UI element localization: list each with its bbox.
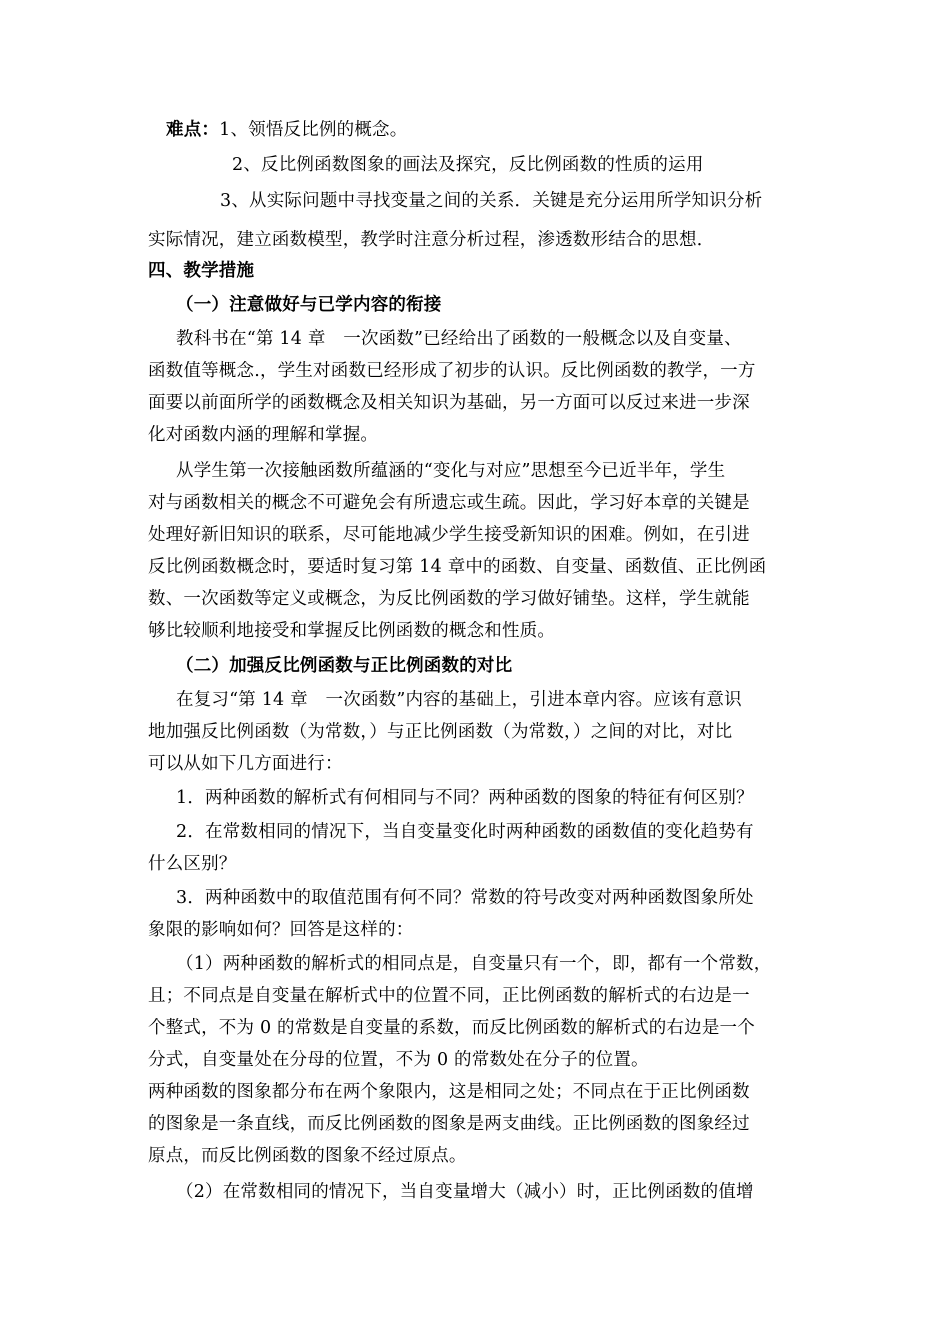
answer-1-line: （1）两种函数的解析式的相同点是，自变量只有一个，即，都有一个常数， bbox=[176, 954, 772, 974]
question-2-line-2: 什么区别？ bbox=[148, 854, 237, 874]
paragraph-line: 地加强反比例函数（为常数，）与正比例函数（为常数，）之间的对比，对比 bbox=[148, 722, 733, 742]
paragraph-line: 化对函数内涵的理解和掌握。 bbox=[148, 425, 379, 445]
difficulty-item-3-line-1: 3、从实际问题中寻找变量之间的关系．关键是充分运用所学知识分析 bbox=[220, 191, 763, 211]
question-1: 1．两种函数的解析式有何相同与不同？两种函数的图象的特征有何区别？ bbox=[176, 788, 754, 808]
paragraph-line: 够比较顺利地接受和掌握反比例函数的概念和性质。 bbox=[148, 621, 556, 641]
paragraph-line: 从学生第一次接触函数所蕴涵的“变化与对应”思想至今已近半年，学生 bbox=[176, 461, 726, 481]
answer-1b-line: 的图象是一条直线，而反比例函数的图象是两支曲线。正比例函数的图象经过 bbox=[148, 1114, 750, 1134]
paragraph-line: 函数值等概念.，学生对函数已经形成了初步的认识。反比例函数的教学，一方 bbox=[148, 361, 756, 381]
paragraph-line: 教科书在“第 14 章 一次函数”已经给出了函数的一般概念以及自变量、 bbox=[176, 329, 742, 349]
difficulty-item-3-line-2: 实际情况，建立函数模型，教学时注意分析过程，渗透数形结合的思想． bbox=[148, 230, 715, 250]
section-heading: 四、教学措施 bbox=[148, 261, 255, 281]
paragraph-line: 面要以前面所学的函数概念及相关知识为基础，另一方面可以反过来进一步深 bbox=[148, 393, 750, 413]
paragraph-line: 数、一次函数等定义或概念，为反比例函数的学习做好铺垫。这样，学生就能 bbox=[148, 589, 750, 609]
answer-1b-line: 两种函数的图象都分布在两个象限内，这是相同之处；不同点在于正比例函数 bbox=[148, 1082, 750, 1102]
question-3-line-2: 象限的影响如何？回答是这样的： bbox=[148, 920, 414, 940]
difficulty-line-1 bbox=[166, 118, 407, 142]
paragraph-line: 在复习“第 14 章 一次函数”内容的基础上，引进本章内容。应该有意识 bbox=[176, 690, 742, 710]
paragraph-line: 处理好新旧知识的联系，尽可能地减少学生接受新知识的困难。例如，在引进 bbox=[148, 525, 750, 545]
answer-2-line: （2）在常数相同的情况下，当自变量增大（减小）时，正比例函数的值增 bbox=[176, 1182, 754, 1202]
question-2-line-1: 2．在常数相同的情况下，当自变量变化时两种函数的函数值的变化趋势有 bbox=[176, 822, 754, 842]
question-3-line-1: 3．两种函数中的取值范围有何不同？常数的符号改变对两种函数图象所处 bbox=[176, 888, 754, 908]
subsection-2-heading: （二）加强反比例函数与正比例函数的对比 bbox=[176, 656, 513, 676]
difficulty-item-1: 1、领悟反比例的概念。 bbox=[219, 120, 408, 140]
paragraph-line: 对与函数相关的概念不可避免会有所遗忘或生疏。因此，学习好本章的关键是 bbox=[148, 493, 750, 513]
paragraph-line: 可以从如下几方面进行： bbox=[148, 754, 343, 774]
difficulty-label: 难点： bbox=[166, 120, 220, 140]
answer-1-line: 个整式，不为 0 的常数是自变量的系数，而反比例函数的解析式的右边是一个 bbox=[148, 1018, 755, 1038]
subsection-1-heading: （一）注意做好与已学内容的衔接 bbox=[176, 295, 442, 315]
answer-1-line: 且；不同点是自变量在解析式中的位置不同，正比例函数的解析式的右边是一 bbox=[148, 986, 750, 1006]
answer-1-line: 分式，自变量处在分母的位置，不为 0 的常数处在分子的位置。 bbox=[148, 1050, 649, 1070]
paragraph-line: 反比例函数概念时，要适时复习第 14 章中的函数、自变量、函数值、正比例函 bbox=[148, 557, 767, 577]
answer-1b-line: 原点，而反比例函数的图象不经过原点。 bbox=[148, 1146, 467, 1166]
difficulty-item-2: 2、反比例函数图象的画法及探究，反比例函数的性质的运用 bbox=[232, 155, 704, 175]
